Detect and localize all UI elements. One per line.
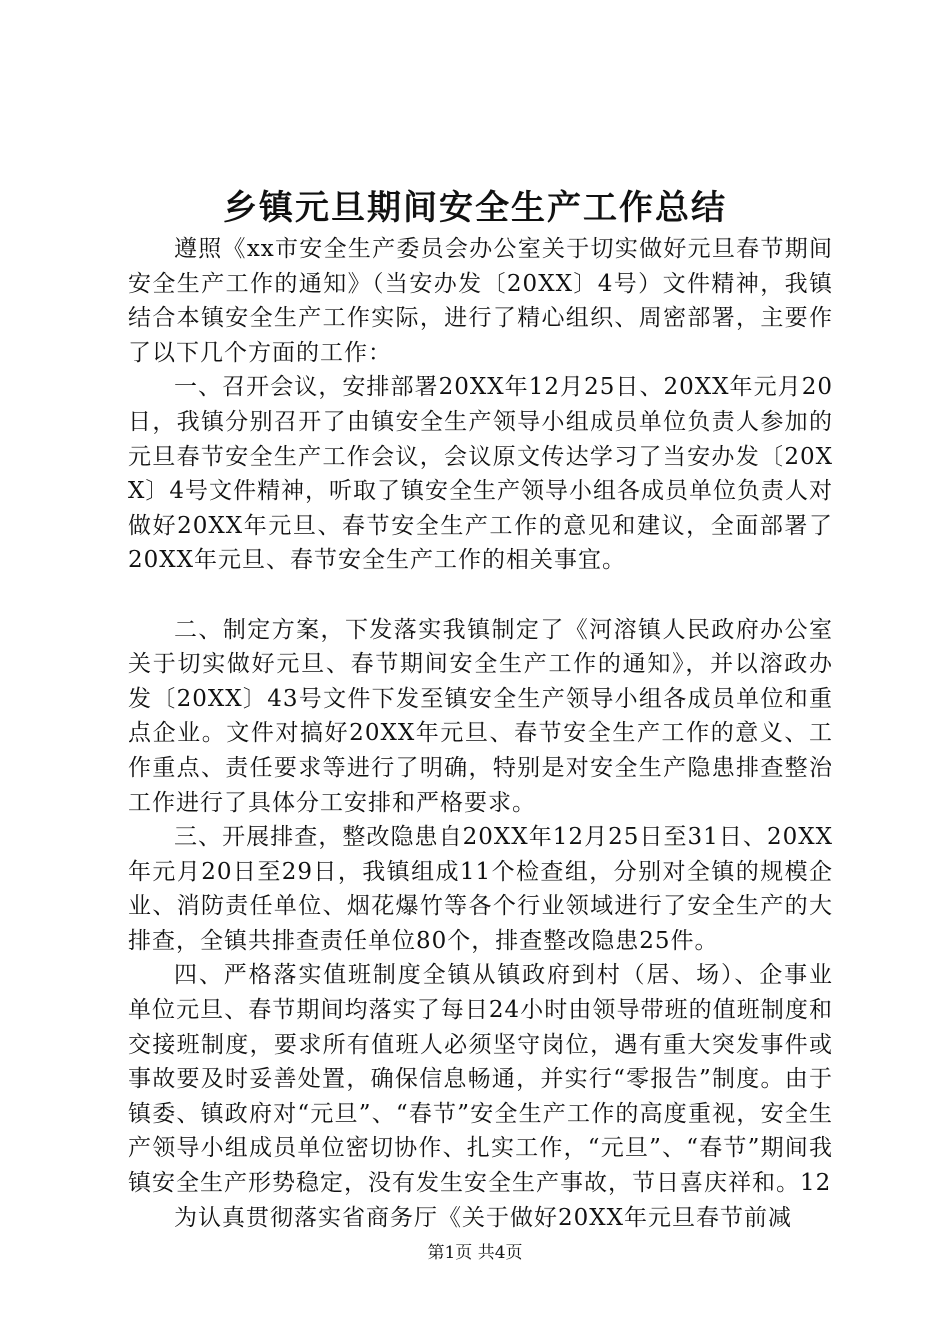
document-body [128,232,833,1235]
paragraph-section-4: 四、严格落实值班制度全镇从镇政府到村（居、场）、企事业单位元旦、春节期间均落实了每日24小时由领导带班的值班制度和交接班制度，要求所有值班人必须坚守岗位，遇有重大突发事件或事故要及时妥善处置，确保信息畅通，并实行“零报告”制度。由于镇委、镇政府对“元旦”、“春节”安全生产工作的高度重视，安全生产领导小组成员单位密切协作、扎实工作，“元旦”、“春节”期间我镇安全生产形势稳定，没有发生安全生产事故，节日喜庆祥和。12 [128,962,833,1197]
page-footer: 第1页 共4页 [427,1243,523,1263]
paragraph-section-1: 一、召开会议，安排部署20XX年12月25日、20XX年元月20日，我镇分别召开了由镇安全生产领导小组成员单位负责人参加的元旦春节安全生产工作会议，会议原文传达学习了当安办发〔20XX〕4号文件精神，听取了镇安全生产领导小组各成员单位负责人对做好20XX年元旦、春节安全生产工作的意见和建议，全面部署了20XX年元旦、春节安全生产工作的相关事宜。 [128,374,834,574]
document-title: 乡镇元旦期间安全生产工作总结 [223,188,727,228]
paragraph-section-2: 二、制定方案，下发落实我镇制定了《河溶镇人民政府办公室关于切实做好元旦、春节期间安全生产工作的通知》，并以溶政办发〔20XX〕43号文件下发至镇安全生产领导小组各成员单位和重点企业。文件对搞好20XX年元旦、春节安全生产工作的意义、工作重点、责任要求等进行了明确，特别是对安全生产隐患排查整治工作进行了具体分工安排和严格要求。 [128,616,833,816]
paragraph-spacer [128,578,833,613]
paragraph-continuation: 为认真贯彻落实省商务厅《关于做好20XX年元旦春节前减 [174,1204,793,1231]
paragraph-intro: 遵照《xx市安全生产委员会办公室关于切实做好元旦春节期间安全生产工作的通知》（当安办发〔20XX〕4号）文件精神，我镇结合本镇安全生产工作实际，进行了精心组织、周密部署，主要作了以下几个方面的工作： [128,236,833,366]
paragraph-section-3: 三、开展排查，整改隐患自20XX年12月25日至31日、20XX年元月20日至29日，我镇组成11个检查组，分别对全镇的规模企业、消防责任单位、烟花爆竹等各个行业领域进行了安全生产的大排查，全镇共排查责任单位80个，排查整改隐患25件。 [128,824,833,954]
